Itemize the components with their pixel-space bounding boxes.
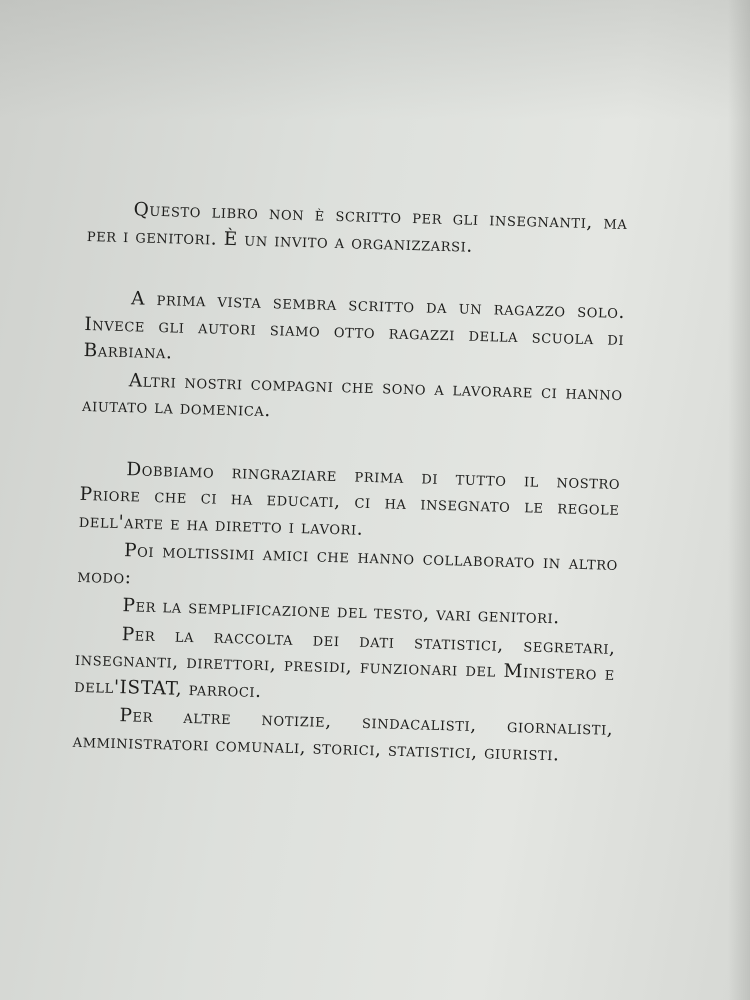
paragraph-companions: Altri nostri compagni che sono a lavorare ci hanno aiutato la domenica. xyxy=(81,369,623,422)
paragraph-simplification: Per la semplificazione del testo, vari genitori. xyxy=(122,595,561,629)
paragraph-intro: Questo libro non è scritto per gli insegnanti, ma per i genitori. È un invito a organizzarsi. xyxy=(86,199,628,257)
paragraph-authors: A prima vista sembra scritto da un ragazzo solo. Invece gli autori siamo otto ragazzi della scuola di Barbiana. xyxy=(83,288,626,364)
paragraph-thanks-prior: Dobbiamo ringraziare prima di tutto il nostro Priore che ci ha educati, ci ha insegnato le regole dell'arte e ha diretto i lavori. xyxy=(78,458,621,540)
paragraph-other-news: Per altre notizie, sindacalisti, giornalisti, amministratori comunali, storici, statistici, giuristi. xyxy=(72,705,614,765)
page-text xyxy=(72,196,627,770)
paragraph-statistics: Per la raccolta dei dati statistici, segretari, insegnanti, direttori, presidi, funzionari del Ministero e dell'ISTAT, parroci. xyxy=(74,623,616,702)
page-edge xyxy=(728,0,750,1000)
paragraph-friends: Poi moltissimi amici che hanno collaborato in altro modo: xyxy=(77,540,619,588)
page-shadow xyxy=(0,0,750,120)
